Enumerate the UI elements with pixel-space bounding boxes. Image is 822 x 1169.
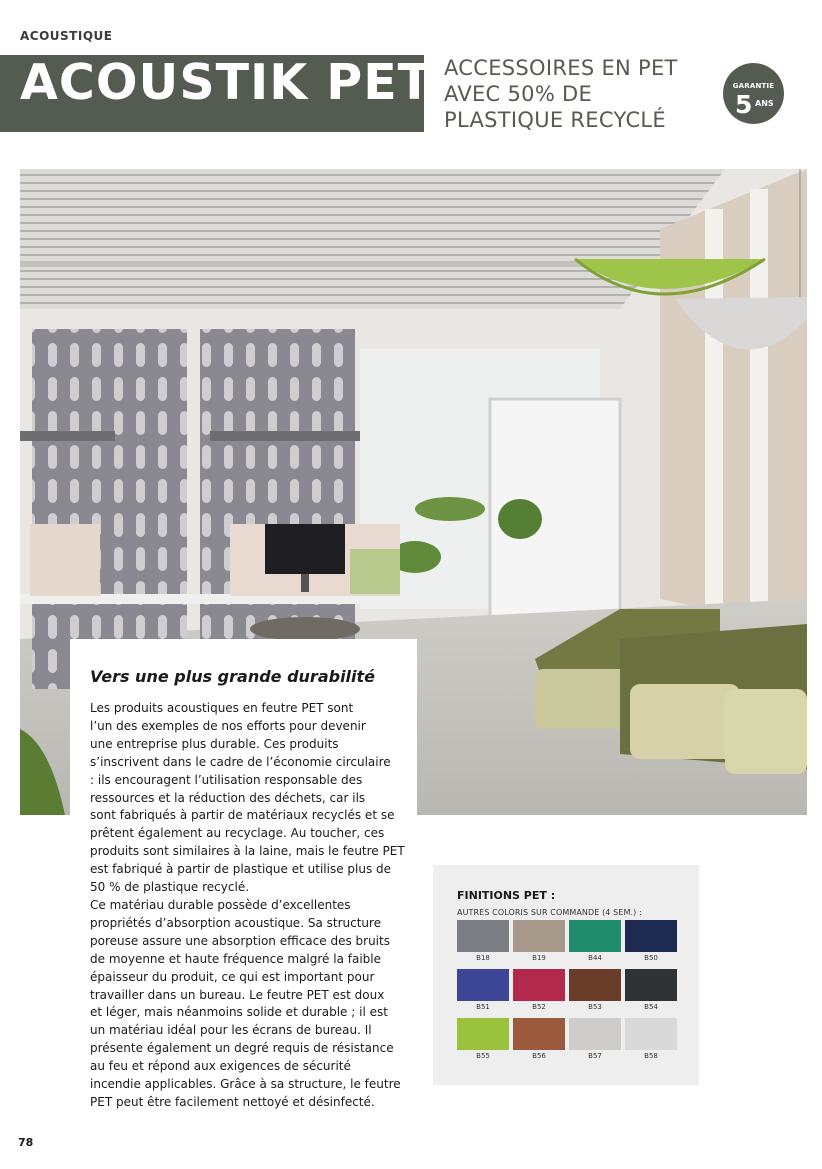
body-line: de moyenne et haute fréquence malgré la faible [90, 951, 381, 966]
text-card [70, 639, 417, 1129]
body-line: un matériau idéal pour les écrans de bureau. Il [90, 1023, 372, 1038]
badge-unit: ANS [755, 99, 774, 108]
badge-label: GARANTIE [732, 82, 775, 90]
color-swatch-b18 [457, 920, 509, 952]
page-title: ACOUSTIK PET [20, 54, 433, 111]
color-swatch-b55 [457, 1018, 509, 1050]
body-line: présente également un degré requis de résistance [90, 1041, 394, 1056]
body-line: 50 % de plastique recyclé. [90, 880, 250, 895]
color-swatch-b51 [457, 969, 509, 1001]
body-line: : ils encouragent l’utilisation responsable des [90, 772, 363, 787]
subtitle-line: PLASTIQUE RECYCLÉ [444, 108, 666, 132]
color-swatch-b53 [569, 969, 621, 1001]
section-label: ACOUSTIQUE [20, 29, 113, 43]
color-swatch-b56 [513, 1018, 565, 1050]
body-line: ressources et la réduction des déchets, car ils [90, 790, 366, 805]
card-body [90, 700, 405, 1112]
warranty-badge [723, 63, 784, 124]
color-swatch-b50 [625, 920, 677, 952]
badge-number: 5 [735, 90, 753, 119]
body-line: propriétés d’absorption acoustique. Sa structure [90, 915, 382, 930]
swatch-code: B52 [532, 1003, 546, 1011]
body-line: travailler dans un bureau. Le feutre PET est doux [90, 987, 385, 1002]
body-line: PET peut être facilement nettoyé et désinfecté. [90, 1094, 375, 1109]
body-line: Les produits acoustiques en feutre PET sont [90, 701, 354, 715]
body-line: épaisseur du produit, ce qui est important pour [90, 969, 375, 984]
swatch-code: B18 [476, 954, 490, 962]
finishes-panel [433, 865, 699, 1085]
swatch-code: B55 [476, 1052, 490, 1060]
body-line: au feu et répond aux exigences de sécurité [90, 1059, 351, 1074]
body-line: s’inscrivent dans le cadre de l’économie circulaire [90, 754, 391, 769]
subtitle [444, 55, 704, 133]
swatch-code: B53 [588, 1003, 602, 1011]
body-line: incendie applicables. Grâce à sa structure, le feutre [90, 1077, 401, 1092]
finishes-subtitle: AUTRES COLORIS SUR COMMANDE (4 SEM.) : [457, 908, 642, 917]
swatch-code: B56 [532, 1052, 546, 1060]
swatch-code: B51 [476, 1003, 490, 1011]
subtitle-line: ACCESSOIRES EN PET [444, 56, 678, 80]
body-line: sont fabriqués à partir de matériaux recyclés et se [90, 808, 395, 823]
color-swatch-b44 [569, 920, 621, 952]
page-number: 78 [18, 1136, 34, 1149]
swatch-code: B19 [532, 954, 546, 962]
swatch-code: B44 [588, 954, 602, 962]
body-line: poreuse assure une absorption efficace des bruits [90, 933, 390, 948]
body-line: Ce matériau durable possède d’excellentes [90, 897, 351, 912]
color-swatch-b57 [569, 1018, 621, 1050]
swatch-code: B57 [588, 1052, 602, 1060]
swatch-code: B58 [644, 1052, 658, 1060]
body-line: et léger, mais néanmoins solide et durable ; il est [90, 1005, 388, 1020]
finishes-title: FINITIONS PET : [457, 889, 556, 902]
subtitle-line: AVEC 50% DE [444, 82, 593, 106]
color-swatch-b54 [625, 969, 677, 1001]
color-swatch-b52 [513, 969, 565, 1001]
swatch-code: B50 [644, 954, 658, 962]
swatch-code: B54 [644, 1003, 658, 1011]
body-line: prêtent également au recyclage. Au toucher, ces [90, 826, 385, 841]
body-line: produits sont similaires à la laine, mais le feutre PET [90, 844, 405, 859]
body-line: l’un des exemples de nos efforts pour devenir [90, 718, 366, 733]
body-line: est fabriqué à partir de plastique et utilise plus de [90, 862, 392, 877]
body-line: une entreprise plus durable. Ces produits [90, 736, 339, 751]
color-swatch-b19 [513, 920, 565, 952]
card-heading: Vers une plus grande durabilité [90, 667, 376, 686]
color-swatch-b58 [625, 1018, 677, 1050]
